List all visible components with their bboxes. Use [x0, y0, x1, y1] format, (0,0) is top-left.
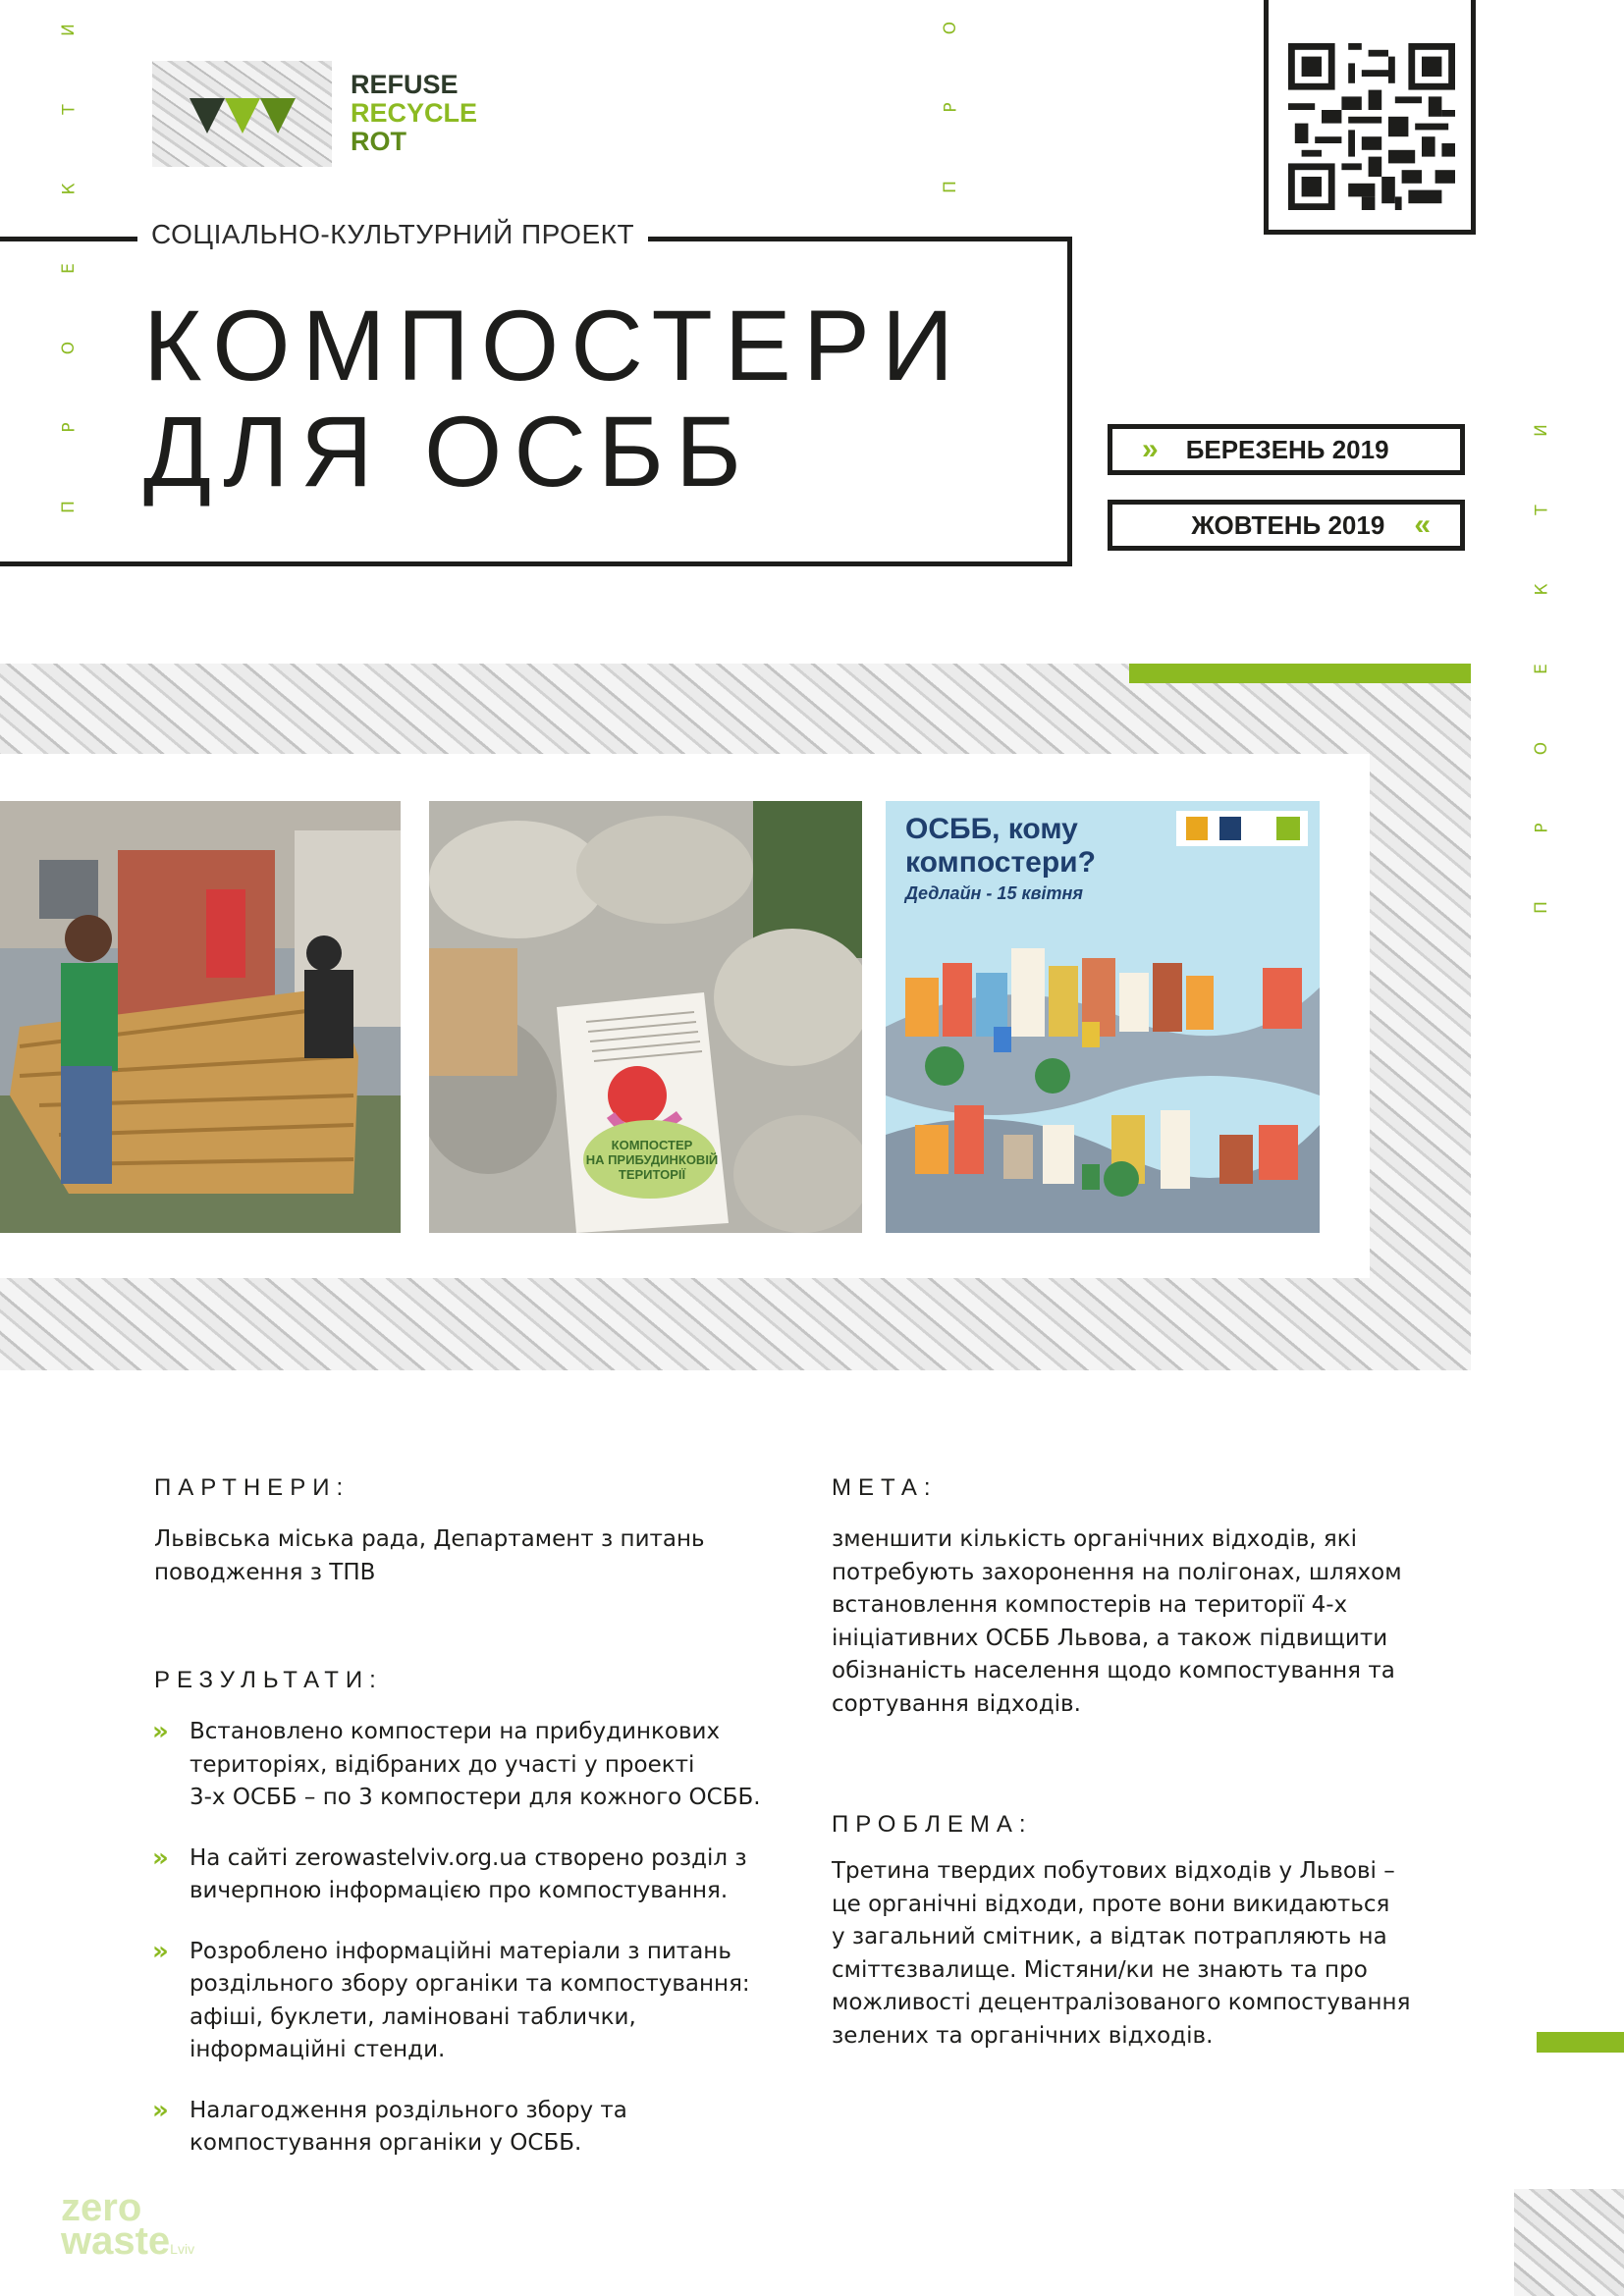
leaflet-line-1: КОМПОСТЕР: [611, 1138, 693, 1152]
title-line-1: КОМПОСТЕРИ: [143, 290, 966, 401]
goal-heading: МЕТА:: [832, 1474, 938, 1501]
problem-line: Третина твердих побутових відходів у Львові –: [832, 1858, 1395, 1884]
list-item: [152, 2095, 790, 2161]
goal-line: встановлення компостерів на території 4-х: [832, 1592, 1348, 1618]
poster-deadline: Дедлайн - 15 квітня: [905, 883, 1083, 903]
result-line: територіях, відібраних до участі у проекті: [189, 1751, 695, 1778]
poster-title-line-2: компостери?: [905, 846, 1096, 879]
result-line: афіші, буклети, ламіновані таблички,: [189, 2003, 636, 2030]
photo-leaflets: [429, 801, 862, 1233]
leaflet-line-3: ТЕРИТОРІЇ: [618, 1167, 686, 1182]
problem-line: можливості децентралізованого компостування: [832, 1990, 1411, 2015]
double-chevron-right-icon: »: [152, 1842, 169, 1873]
poster-image: [886, 801, 1320, 1233]
goal-line: сортування відходів.: [832, 1690, 1081, 1717]
side-letter: О: [1532, 741, 1552, 756]
double-chevron-left-icon: «: [1414, 508, 1431, 541]
start-date-box: [1108, 424, 1465, 475]
double-chevron-right-icon: »: [152, 2095, 169, 2125]
goal-line: потребують захоронення на полігонах, шляхом: [832, 1559, 1402, 1585]
double-chevron-right-icon: »: [1142, 433, 1159, 465]
logo-waste: waste: [61, 2219, 171, 2263]
side-letter: П: [1532, 901, 1552, 914]
end-date-label: ЖОВТЕНЬ 2019: [1191, 509, 1385, 540]
side-letter: Р: [1532, 823, 1552, 833]
photo-composter: [0, 801, 401, 1233]
result-line: Розроблено інформаційні матеріали з питань: [189, 1938, 731, 1964]
side-letter: И: [59, 24, 80, 36]
poster-title-line-1: ОСББ, кому: [905, 813, 1078, 845]
side-letter: И: [1532, 424, 1552, 437]
problem-text: [832, 1855, 1410, 2053]
double-chevron-right-icon: »: [152, 1936, 169, 1966]
side-letter: Р: [941, 102, 961, 113]
logo-line-recycle: RECYCLE: [351, 98, 478, 128]
side-letter: К: [1532, 583, 1552, 596]
double-chevron-right-icon: »: [152, 1717, 169, 1746]
corner-texture: [1514, 2189, 1624, 2296]
result-line: На сайті zerowastelviv.org.ua створено розділ з: [189, 1844, 747, 1871]
side-letter: О: [941, 21, 961, 35]
partners-text: [154, 1523, 705, 1589]
side-letter: Е: [59, 263, 80, 274]
composter-photo-image: [0, 801, 401, 1233]
start-date-label: БЕРЕЗЕНЬ 2019: [1185, 434, 1389, 464]
logo-zero: zero: [61, 2186, 142, 2229]
logo-line-rot: ROT: [351, 127, 406, 156]
result-line: Встановлено компостери на прибудинкових: [189, 1719, 721, 1744]
side-letter: П: [59, 501, 80, 513]
leaflets-photo-image: [429, 801, 862, 1233]
partners-line: Львівська міська рада, Департамент з питань: [154, 1526, 705, 1552]
results-heading: РЕЗУЛЬТАТИ:: [154, 1667, 383, 1693]
leaflet-line-2: НА ПРИБУДИНКОВІЙ: [585, 1152, 719, 1167]
page-title: [143, 290, 966, 507]
side-letter: П: [941, 181, 961, 193]
list-item: [152, 1936, 790, 2067]
side-letter: О: [59, 341, 80, 355]
partners-line: поводження з ТПВ: [154, 1559, 376, 1585]
problem-line: зелених та органічних відходів.: [832, 2022, 1214, 2049]
side-letter: К: [59, 183, 80, 195]
logo-city: Lviv: [170, 2241, 195, 2257]
logo-triangles-icon: [152, 61, 332, 167]
goal-line: обізнаність населення щодо компостування та: [832, 1658, 1395, 1683]
project-subtitle: СОЦІАЛЬНО-КУЛЬТУРНИЙ ПРОЕКТ: [137, 219, 648, 250]
logo-image: [152, 61, 332, 167]
result-line: роздільного збору органіки та компостування:: [189, 1971, 750, 1997]
result-line: компостування органіки у ОСББ.: [189, 2130, 582, 2156]
result-line: 3-х ОСББ – по 3 компостери для кожного ОСББ.: [189, 1785, 761, 1810]
qr-code-frame: [1264, 0, 1476, 235]
side-accent-bar: [1537, 2032, 1624, 2053]
end-date-box: [1108, 500, 1465, 551]
result-line: вичерпною інформацією про компостування.: [189, 1878, 729, 1903]
partners-heading: ПАРТНЕРИ:: [154, 1474, 351, 1501]
photo-poster: [886, 801, 1320, 1233]
problem-line: це органічні відходи, проте вони викидаються: [832, 1891, 1390, 1917]
logo-text: [351, 71, 477, 156]
goal-line: зменшити кількість органічних відходів, які: [832, 1526, 1358, 1552]
side-letter: Е: [1532, 664, 1552, 674]
side-word-right: [1532, 422, 1552, 916]
goal-text: [832, 1523, 1402, 1721]
accent-bar: [1129, 664, 1471, 683]
side-letter: Т: [1532, 505, 1552, 515]
problem-line: у загальний смітник, а відтак потрапляють на: [832, 1924, 1387, 1949]
problem-heading: ПРОБЛЕМА:: [832, 1811, 1033, 1838]
result-line: Налагодження роздільного збору та: [189, 2097, 627, 2123]
list-item: [152, 1716, 790, 1815]
list-item: [152, 1842, 790, 1908]
goal-line: ініціативних ОСББ Львова, а також підвищити: [832, 1625, 1388, 1651]
result-line: інформаційні стенди.: [189, 2037, 446, 2062]
zero-waste-logo: [61, 2186, 195, 2266]
problem-line: сміттєзвалище. Містяни/ки не знають та про: [832, 1956, 1368, 1983]
side-word-top: [941, 20, 961, 195]
results-list: [152, 1716, 790, 2188]
side-letter: Р: [59, 422, 80, 433]
title-line-2: ДЛЯ ОСББ: [143, 396, 753, 507]
qr-code-icon: [1288, 43, 1455, 210]
logo-line-refuse: REFUSE: [351, 70, 459, 99]
side-letter: Т: [59, 104, 80, 115]
